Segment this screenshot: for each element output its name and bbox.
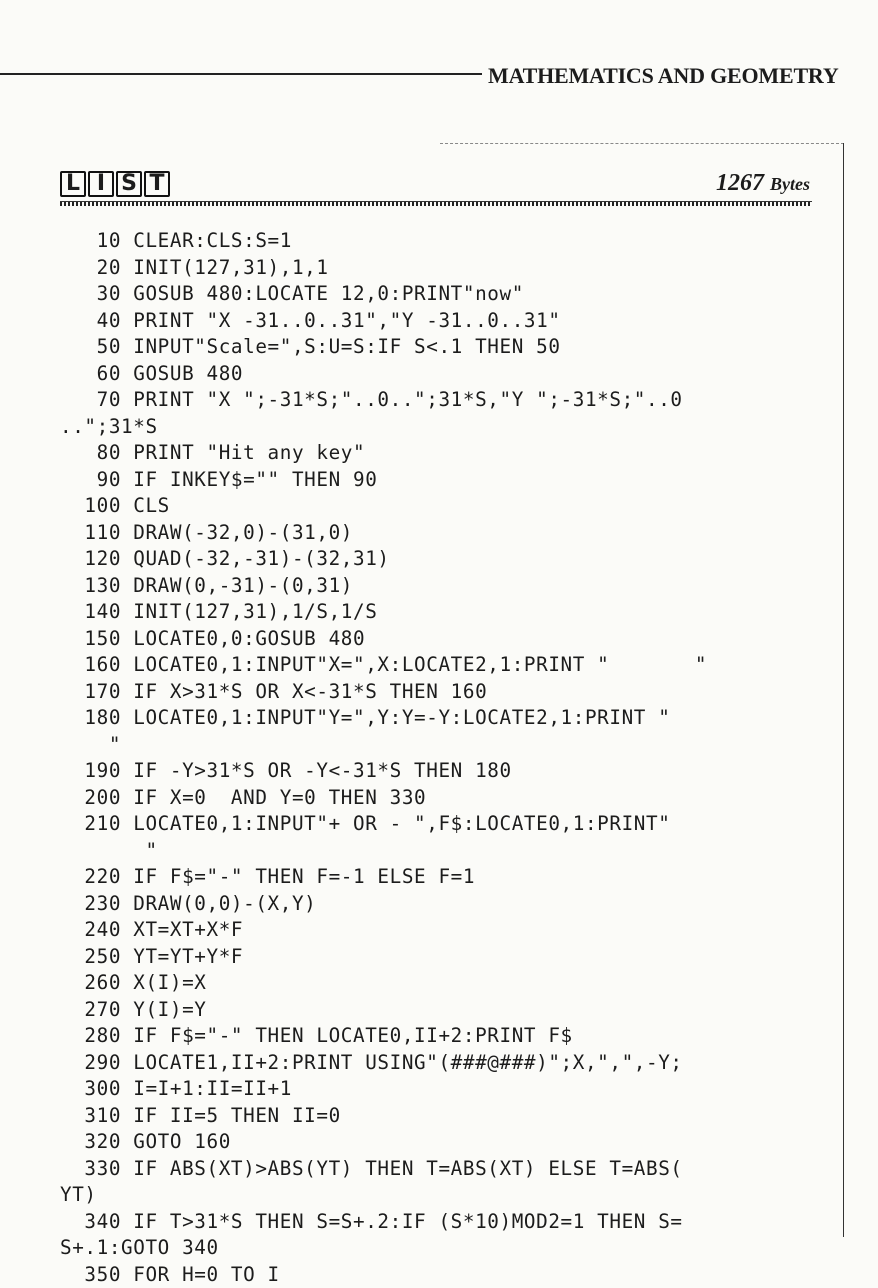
code-line: 80 PRINT "Hit any key" — [60, 440, 840, 467]
code-line: 140 INIT(127,31),1/S,1/S — [60, 599, 840, 626]
code-line: 110 DRAW(-32,0)-(31,0) — [60, 520, 840, 547]
code-line: 70 PRINT "X ";-31*S;"..0..";31*S,"Y ";-31*S;"..0 — [60, 387, 840, 414]
frame-top-border — [440, 143, 844, 144]
code-line: 90 IF INKEY$="" THEN 90 — [60, 467, 840, 494]
section-title: MATHEMATICS AND GEOMETRY — [482, 64, 843, 88]
code-line: " — [60, 732, 840, 759]
code-line: 220 IF F$="-" THEN F=-1 ELSE F=1 — [60, 864, 840, 891]
listing-size — [716, 170, 810, 197]
code-line: 290 LOCATE1,II+2:PRINT USING"(###@###)";X,",",-Y; — [60, 1050, 840, 1077]
logo-letter-t: T — [144, 171, 170, 197]
code-line: 20 INIT(127,31),1,1 — [60, 255, 840, 282]
code-line: 160 LOCATE0,1:INPUT"X=",X:LOCATE2,1:PRINT " " — [60, 652, 840, 679]
code-line: 300 I=I+1:II=II+1 — [60, 1076, 840, 1103]
logo-letter-i: I — [88, 171, 114, 197]
code-line: 190 IF -Y>31*S OR -Y<-31*S THEN 180 — [60, 758, 840, 785]
code-line: 260 X(I)=X — [60, 970, 840, 997]
code-line: 10 CLEAR:CLS:S=1 — [60, 228, 840, 255]
listing-size-unit: Bytes — [770, 174, 810, 194]
list-logo — [60, 171, 170, 197]
code-line: 150 LOCATE0,0:GOSUB 480 — [60, 626, 840, 653]
code-line: 170 IF X>31*S OR X<-31*S THEN 160 — [60, 679, 840, 706]
code-line: 200 IF X=0 AND Y=0 THEN 330 — [60, 785, 840, 812]
code-line: 30 GOSUB 480:LOCATE 12,0:PRINT"now" — [60, 281, 840, 308]
listing-size-number: 1267 — [716, 170, 764, 196]
code-line: 310 IF II=5 THEN II=0 — [60, 1103, 840, 1130]
logo-letter-l: L — [60, 171, 86, 197]
code-line: 180 LOCATE0,1:INPUT"Y=",Y:Y=-Y:LOCATE2,1:PRINT " — [60, 705, 840, 732]
code-line: 230 DRAW(0,0)-(X,Y) — [60, 891, 840, 918]
code-line: 240 XT=XT+X*F — [60, 917, 840, 944]
code-line: 60 GOSUB 480 — [60, 361, 840, 388]
code-line: ..";31*S — [60, 414, 840, 441]
listing-divider — [60, 201, 812, 206]
code-line: 350 FOR H=0 TO I — [60, 1262, 840, 1288]
code-line: " — [60, 838, 840, 865]
code-line: 330 IF ABS(XT)>ABS(YT) THEN T=ABS(XT) ELSE T=ABS( — [60, 1156, 840, 1183]
code-line: 270 Y(I)=Y — [60, 997, 840, 1024]
logo-letter-s: S — [116, 171, 142, 197]
frame-right-border — [843, 143, 844, 1237]
code-listing — [60, 228, 840, 1288]
code-line: 280 IF F$="-" THEN LOCATE0,II+2:PRINT F$ — [60, 1023, 840, 1050]
code-line: 340 IF T>31*S THEN S=S+.2:IF (S*10)MOD2=1 THEN S= — [60, 1209, 840, 1236]
code-line: S+.1:GOTO 340 — [60, 1235, 840, 1262]
code-line: 40 PRINT "X -31..0..31","Y -31..0..31" — [60, 308, 840, 335]
code-line: 50 INPUT"Scale=",S:U=S:IF S<.1 THEN 50 — [60, 334, 840, 361]
code-line: 210 LOCATE0,1:INPUT"+ OR - ",F$:LOCATE0,1:PRINT" — [60, 811, 840, 838]
code-line: 120 QUAD(-32,-31)-(32,31) — [60, 546, 840, 573]
code-line: 100 CLS — [60, 493, 840, 520]
code-line: 320 GOTO 160 — [60, 1129, 840, 1156]
code-line: YT) — [60, 1182, 840, 1209]
code-line: 130 DRAW(0,-31)-(0,31) — [60, 573, 840, 600]
code-line: 250 YT=YT+Y*F — [60, 944, 840, 971]
